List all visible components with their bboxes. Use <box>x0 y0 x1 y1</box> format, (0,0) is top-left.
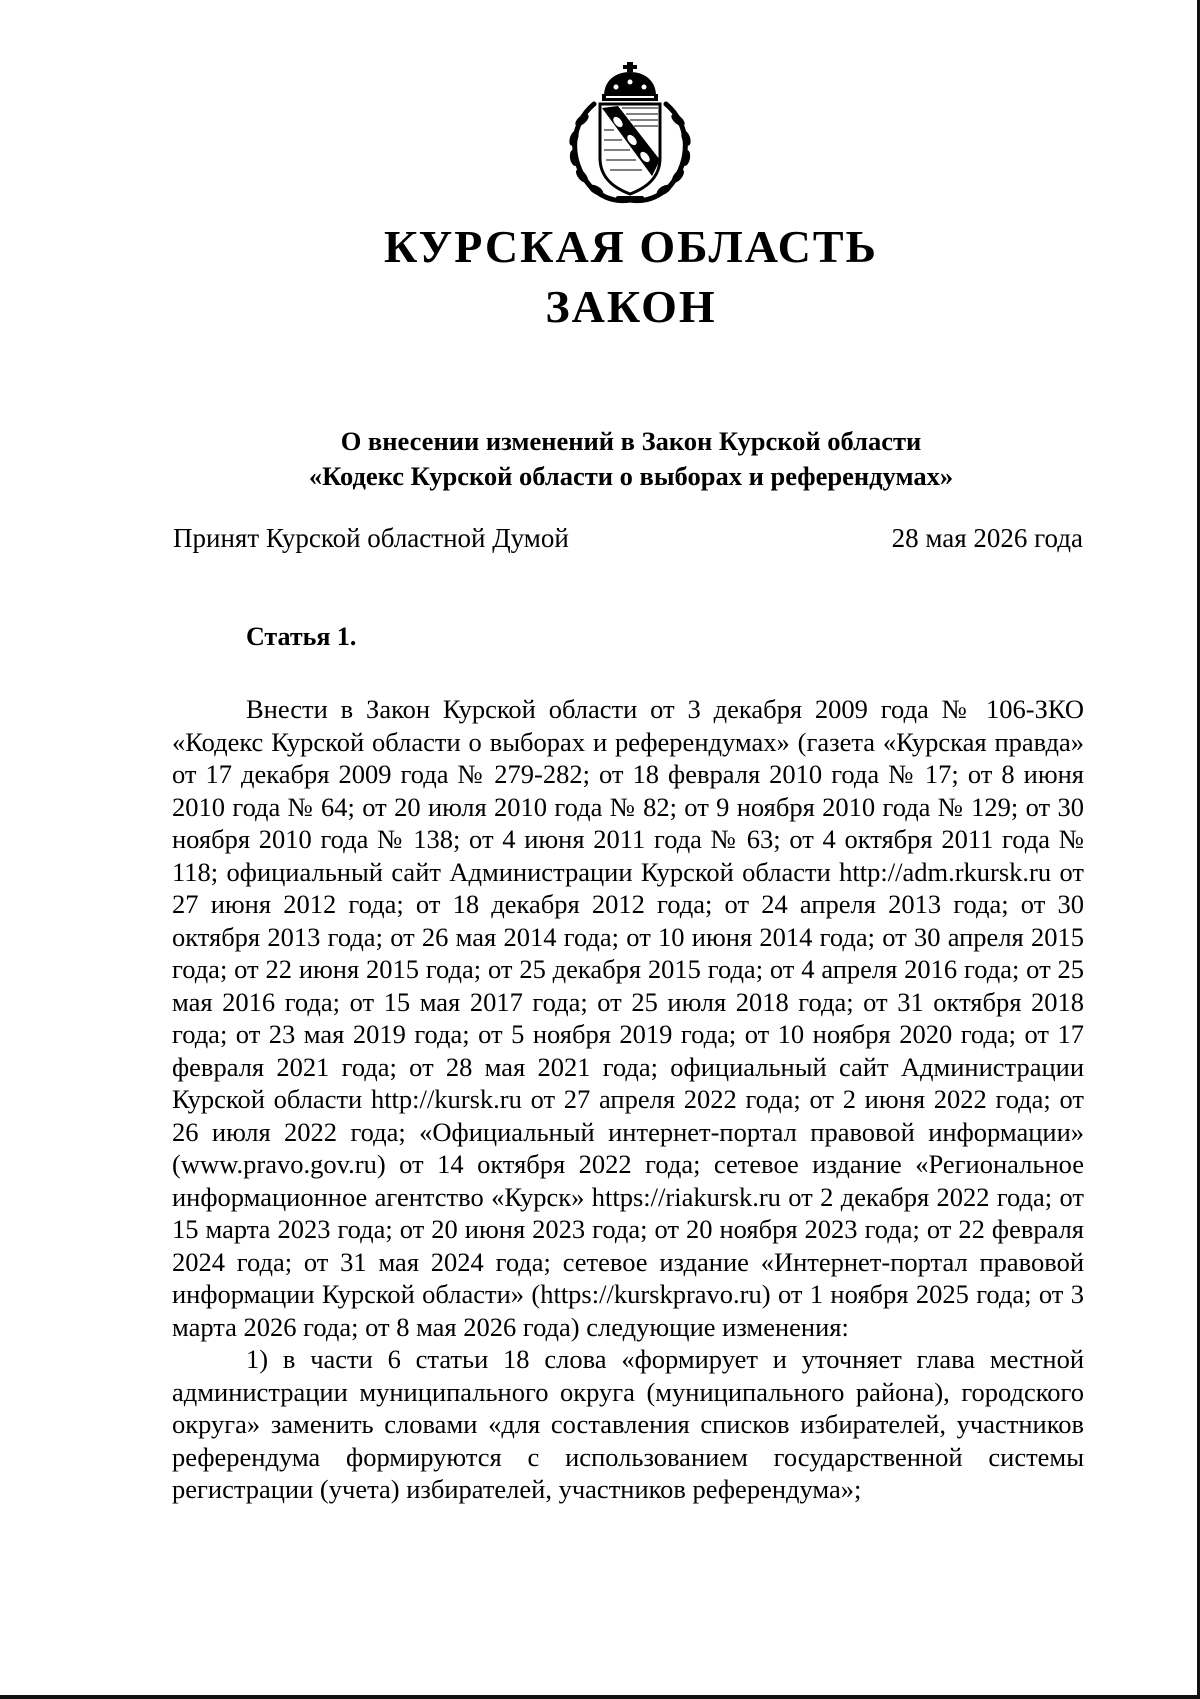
law-title <box>170 424 1092 494</box>
article-heading: Статья 1. <box>246 622 357 651</box>
adopted-by: Принят Курской областной Думой <box>173 523 569 553</box>
kursk-coat-of-arms-icon <box>560 60 700 206</box>
article-paragraph: 1) в части 6 статьи 18 слова «формирует и уточняет глава местной администрации муниципального округа (муниципального района), городского округа» заменить словами «для составления списков избирателей, участников референдума формируются с использованием государственной системы регистрации (учета) избирателей, участников референдума»; <box>172 1344 1084 1504</box>
article-body <box>172 693 1084 1506</box>
law-title-line-1: О внесении изменений в Закон Курской области <box>340 426 922 456</box>
document-type: ЗАКОН <box>545 281 717 332</box>
scan-edge-bottom <box>0 1695 1200 1699</box>
article-paragraph: Внести в Закон Курской области от 3 декабря 2009 года № 106-ЗКО «Кодекс Курской области о выборах и референдумах» (газета «Курская правда» от 17 декабря 2009 года № 279-282; от 18 февраля 2010 года № 17; от 8 июня 2010 года № 64; от 20 июля 2010 года № 82; от 9 ноября 2010 года № 129; от 30 ноября 2010 года № 138; от 4 июня 2011 года № 63; от 4 октября 2011 года № 118; официальный сайт Администрации Курской области http://adm.rkursk.ru от 27 июня 2012 года; от 18 декабря 2012 года; от 24 апреля 2013 года; от 30 октября 2013 года; от 26 мая 2014 года; от 10 июня 2014 года; от 30 апреля 2015 года; от 22 июня 2015 года; от 25 декабря 2015 года; от 4 апреля 2016 года; от 25 мая 2016 года; от 15 мая 2017 года; от 25 июля 2018 года; от 31 октября 2018 года; от 23 мая 2019 года; от 5 ноября 2019 года; от 10 ноября 2020 года; от 17 февраля 2021 года; от 28 мая 2021 года; официальный сайт Администрации Курской области http://kursk.ru от 27 апреля 2022 года; от 2 июня 2022 года; от 26 июля 2022 года; «Официальный интернет-портал правовой информации» (www.pravo.gov.ru) от 14 октября 2022 года; сетевое издание «Региональное информационное агентство «Курск» https://riakursk.ru от 2 декабря 2022 года; от 15 марта 2023 года; от 20 июня 2023 года; от 20 ноября 2023 года; от 22 февраля 2024 года; от 31 мая 2024 года; сетевое издание «Интернет-портал правовой информации Курской области» (https://kurskpravo.ru) от 1 ноября 2025 года; от 3 марта 2026 года; от 8 мая 2026 года) следующие изменения: <box>172 694 1084 1342</box>
law-title-line-2: «Кодекс Курской области о выборах и референдумах» <box>308 461 954 491</box>
region-name: КУРСКАЯ ОБЛАСТЬ <box>384 221 878 272</box>
adoption-date: 28 мая 2026 года <box>891 523 1083 553</box>
